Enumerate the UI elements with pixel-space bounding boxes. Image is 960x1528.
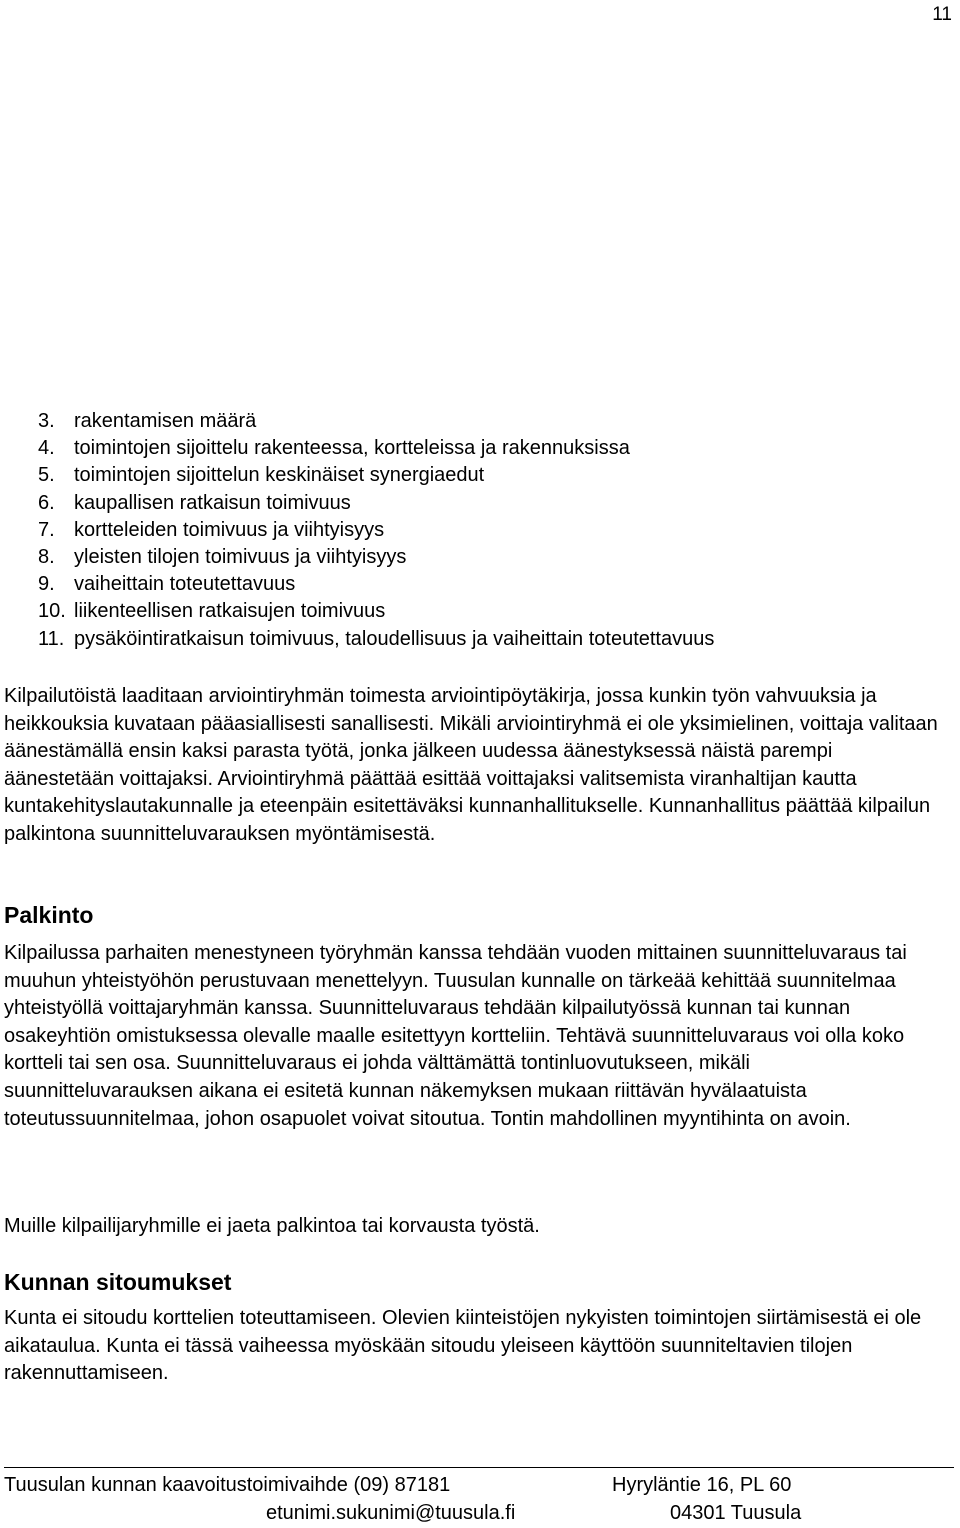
list-item-number: 9. xyxy=(38,573,55,596)
prize-heading: Palkinto xyxy=(4,902,94,928)
evaluation-paragraph: Kilpailutöistä laaditaan arviointiryhmän toimesta arviointipöytäkirja, jossa kunkin työn vahvuuksia ja heikkouksia kuvataan pääasiallisesti sanallisesti. Mikäli arviointiryhmä ei ole yksimielinen, voittaja valitaan äänestämällä ensin kaksi parasta työtä, jonka jälkeen uudessa äänestyksessä näistä parempi äänestetään voittajaksi. Arviointiryhmä päättää esittää voittajaksi valitsemista viranhaltijan kautta kuntakehityslautakunnalle ja eteenpäin esitettäväksi kunnanhallitukselle. Kunnanhallitus päättää kilpailun palkintona suunnitteluvarauksen myöntämisestä. xyxy=(4,685,938,845)
list-item-text: kaupallisen ratkaisun toimivuus xyxy=(74,491,351,514)
list-item xyxy=(38,571,714,598)
commitments-heading: Kunnan sitoumukset xyxy=(4,1269,232,1295)
page-number: 11 xyxy=(932,4,952,25)
list-item xyxy=(38,544,714,571)
list-item xyxy=(38,517,714,544)
list-item-text: kortteleiden toimivuus ja viihtyisyys xyxy=(74,518,385,541)
list-item-number: 3. xyxy=(38,410,55,432)
list-item-number: 4. xyxy=(38,437,55,460)
prize-paragraph: Kilpailussa parhaiten menestyneen työryhmän kanssa tehdään vuoden mittainen suunnitteluvaraus tai muuhun yhteistyöhön perustuvaan menettelyyn. Tuusulan kunnalle on tärkeää kehittää suunnitelmaa yhteistyöllä voittajaryhmän kanssa. Suunnitteluvaraus tehdään kilpailutyössä kunnan tai kunnan osakeyhtiön omistuksessa olevalle maalle esitettyyn kortteliin. Tehtävä suunnitteluvaraus voi olla koko kortteli tai sen osa. Suunnitteluvaraus ei johda välttämättä tontinluovutukseen, mikäli suunnitteluvarauksen aikana ei esitetä kunnan näkemyksen mukaan riittävän hyvälaatuista toteutussuunnitelmaa, johon osapuolet voivat sitoutua. Tontin mahdollinen myyntihinta on avoin. xyxy=(4,942,907,1130)
list-item xyxy=(38,490,714,517)
list-item-text: vaiheittain toteutettavuus xyxy=(74,573,296,596)
list-item-text: pysäköintiratkaisun toimivuus, taloudellisuus ja vaiheittain toteutettavuus xyxy=(74,627,715,650)
list-item-text: toimintojen sijoittelun keskinäiset synergiaedut xyxy=(74,464,485,487)
list-item-text: toimintojen sijoittelu rakenteessa, kortteleissa ja rakennuksissa xyxy=(74,437,630,460)
list-item-number: 11. xyxy=(38,627,65,650)
list-item xyxy=(38,408,714,435)
list-item-text: yleisten tilojen toimivuus ja viihtyisyys xyxy=(74,546,407,569)
list-item-text: rakentamisen määrä xyxy=(74,410,257,432)
list-item xyxy=(38,462,714,489)
criteria-list xyxy=(38,408,714,653)
footer-postal: 04301 Tuusula xyxy=(670,1502,802,1524)
footer-street: Hyryläntie 16, PL 60 xyxy=(612,1474,792,1496)
list-item-number: 6. xyxy=(38,491,55,514)
footer-organization: Tuusulan kunnan kaavoitustoimivaihde (09) 87181 xyxy=(4,1474,451,1496)
list-item xyxy=(38,435,714,462)
list-item xyxy=(38,598,714,625)
list-item xyxy=(38,626,714,653)
commitments-paragraph: Kunta ei sitoudu korttelien toteuttamiseen. Olevien kiinteistöjen nykyisten toimintojen siirtämisestä ei ole aikataulua. Kunta ei tässä vaiheessa myöskään sitoudu yleiseen käyttöön suunniteltavien tilojen rakennuttamiseen. xyxy=(4,1307,922,1385)
list-item-number: 8. xyxy=(38,546,55,569)
list-item-number: 10. xyxy=(38,600,66,623)
list-item-number: 7. xyxy=(38,518,55,541)
footer-divider xyxy=(4,1467,954,1468)
no-prize-paragraph: Muille kilpailijaryhmille ei jaeta palkintoa tai korvausta työstä. xyxy=(4,1215,540,1237)
footer-email: etunimi.sukunimi@tuusula.fi xyxy=(266,1502,516,1524)
list-item-text: liikenteellisen ratkaisujen toimivuus xyxy=(74,600,386,623)
list-item-number: 5. xyxy=(38,464,55,487)
